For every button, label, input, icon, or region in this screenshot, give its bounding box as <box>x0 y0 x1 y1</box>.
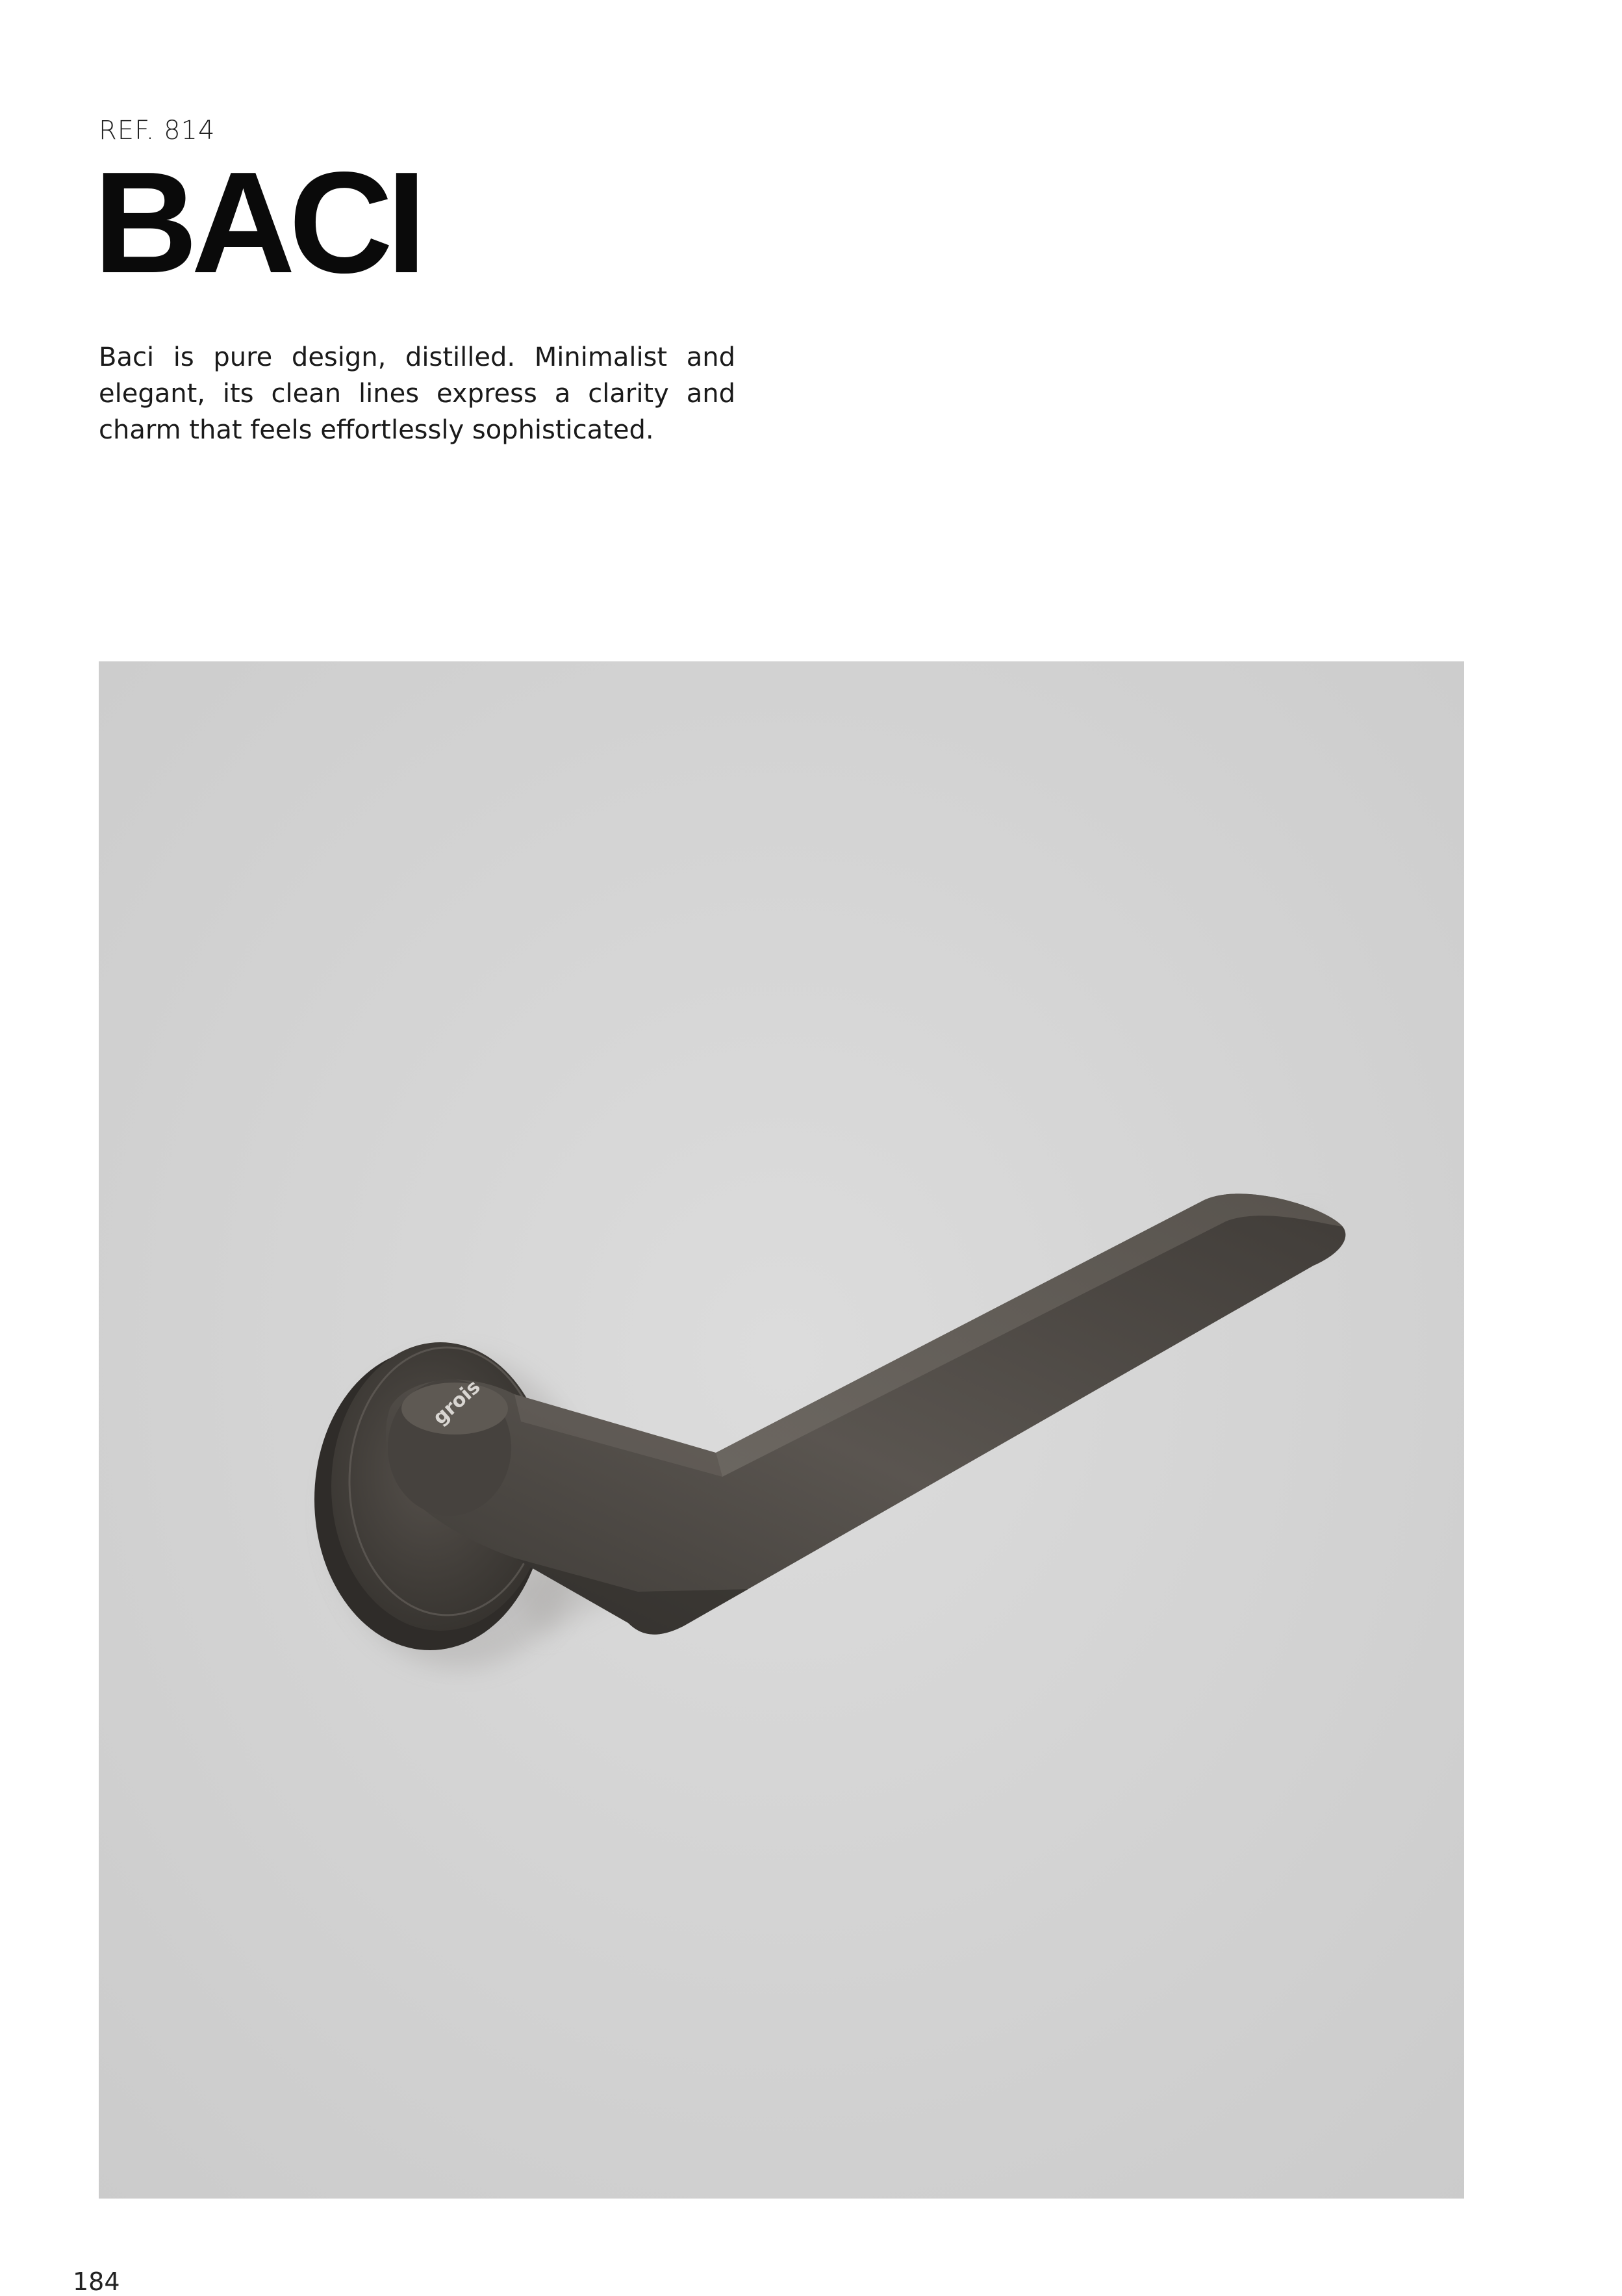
product-reference: REF. 814 <box>99 116 216 146</box>
product-description: Baci is pure design, distilled. Minimalist and elegant, its clean lines express a clarity and charm that feels effortlessly sophisticated. <box>99 342 735 445</box>
brand-engraving: grois <box>428 1375 485 1430</box>
product-title: BACI <box>94 142 420 303</box>
product-photo <box>99 661 1464 2199</box>
page-number: 184 <box>73 2267 120 2296</box>
